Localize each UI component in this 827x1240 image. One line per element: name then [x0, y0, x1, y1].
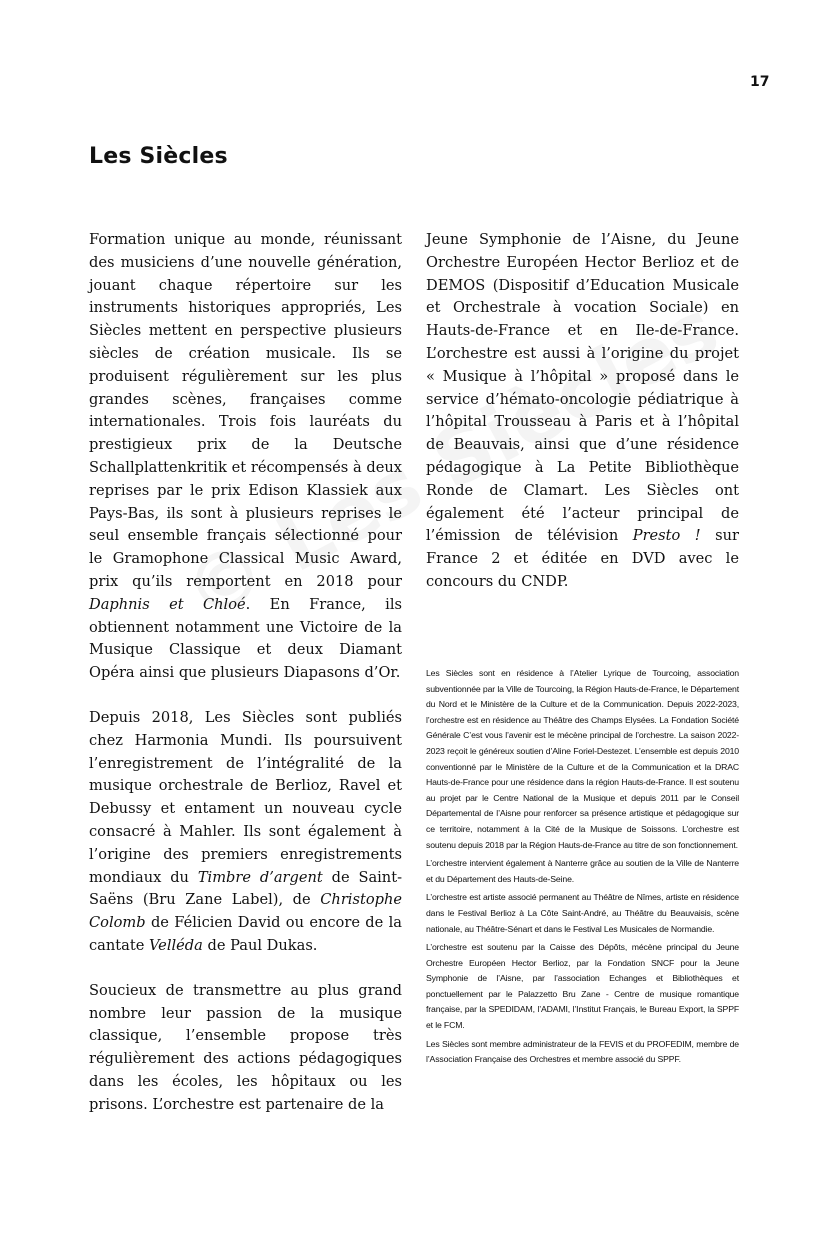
work-title-colomb: Christophe Colomb	[89, 891, 402, 932]
paragraph-harmonia: Depuis 2018, Les Siècles sont publiés chez Harmonia Mundi. Ils poursuivent l’enregistrement de l’intégralité de la musique orchestrale de Berlioz, Ravel et Debussy et entament un nouveau cycle consacré à Mahler. Ils sont également à l’origine des premiers enregistrements mondiaux du Timbre d’argent de Saint-Saëns (Bru Zane Label), de Christophe Colomb de Félicien David ou encore de la cantate Velléda de Paul Dukas.	[89, 708, 403, 954]
paragraph-transmission: Soucieux de transmettre au plus grand nombre leur passion de la musique classique, l’ensemble propose très régulièrement des actions pédagogiques dans les écoles, les hôpitaux ou les prisons. L’orchestre est partenaire de la	[89, 981, 402, 1113]
work-title-timbre: Timbre d’argent	[197, 868, 323, 886]
note-sponsors: L’orchestre est soutenu par la Caisse des Dépôts, mécène principal du Jeune Orchestre Européen Hector Berlioz, par la Fondation SNCF pour la Jeune Symphonie de l’Aisne, par l’association Echanges et Bibliothèques et ponctuellement par le Palazzetto Bru Zane - Centre de musique romantique française, par la SPEDIDAM, l’ADAMI, l’Institut Français, le Bureau Export, la SPPF et le FCM.	[426, 942, 739, 1031]
note-memberships: Les Siècles sont membre administrateur de la FEVIS et du PROFEDIM, membre de l’Association Française des Orchestres et membre associé du SPPF.	[426, 1038, 739, 1065]
note-nanterre: L’orchestre intervient également à Nanterre grâce au soutien de la Ville de Nanterre et du Département des Hauts-de-Seine.	[426, 858, 739, 884]
left-column	[89, 229, 402, 1138]
support-notes	[426, 666, 739, 1071]
paragraph-partners: Jeune Symphonie de l’Aisne, du Jeune Orchestre Européen Hector Berlioz et de DEMOS (Dispositif d’Education Musicale et Orchestrale à vocation Sociale) en Hauts-de-France et en Ile-de-France. L’orchestre est aussi à l’origine du projet « Musique à l’hôpital » proposé dans le service d’hémato-oncologie pédiatrique à l’hôpital Trousseau à Paris et à l’hôpital de Beauvais, ainsi que d’une résidence pédagogique à La Petite Bibliothèque Ronde de Clamart. Les Siècles ont également été l’acteur principal de l’émission de télévision Presto ! sur France 2 et éditée en DVD avec le concours du CNDP.	[426, 231, 740, 590]
work-title-velleda: Velléda	[148, 936, 203, 954]
work-title-daphnis: Daphnis et Chloé	[89, 595, 246, 613]
paragraph-formation: Formation unique au monde, réunissant des musiciens d’une nouvelle génération, jouant chaque répertoire sur les instruments historiques appropriés, Les Siècles mettent en perspective plusieurs siècles de création musicale. Ils se produisent régulièrement sur les plus grandes scènes, françaises comme internationales. Trois fois lauréats du prestigieux prix de la Deutsche Schallplattenkritik et récompensés à deux reprises par le prix Edison Klassiek aux Pays-Bas, ils sont à plusieurs reprises le seul ensemble français sélectionné pour le Gramophone Classical Music Award, prix qu’ils remportent en 2018 pour Daphnis et Chloé. En France, ils obtiennent notamment une Victoire de la Musique Classique et deux Diamant Opéra ainsi que plusieurs Diapasons d’Or.	[89, 231, 402, 682]
program-title-presto: Presto !	[632, 527, 701, 545]
right-column	[426, 229, 739, 616]
page-number: 17	[750, 74, 770, 90]
note-residence: Les Siècles sont en résidence à l’Atelier Lyrique de Tourcoing, association subventionnée par la Ville de Tourcoing, la Région Hauts-de-France, le Département du Nord et le Ministère de la Culture et de la Communication. Depuis 2022-2023, l’orchestre est en résidence au Théâtre des Champs Elysées. La Fondation Société Générale C’est vous l’avenir est le mécène principal de l’orchestre. La saison 2022-2023 reçoit le généreux soutien d’Aline Foriel-Destezet. L’ensemble est depuis 2010 conventionné par le Ministère de la Culture et de la Communication et la DRAC Hauts-de-France pour une résidence dans la région Hauts-de-France. Il est soutenu au projet par le Centre National de la Musique et depuis 2011 par le Conseil Départemental de l’Aisne pour renforcer sa présence artistique et pédagogique sur ce territoire, notamment à la Cité de la Musique de Soissons. L’orchestre est soutenu depuis 2018 par la Région Hauts-de-France au titre de son fonctionnement.	[426, 668, 739, 850]
page-title: Les Siècles	[89, 144, 228, 169]
note-associate-artist: L’orchestre est artiste associé permanent au Théâtre de Nîmes, artiste en résidence dans le Festival Berlioz à La Côte Saint-André, au Théâtre du Beauvaisis, scène nationale, au Théâtre-Sénart et dans le Festival Les Musicales de Normandie.	[426, 892, 739, 934]
